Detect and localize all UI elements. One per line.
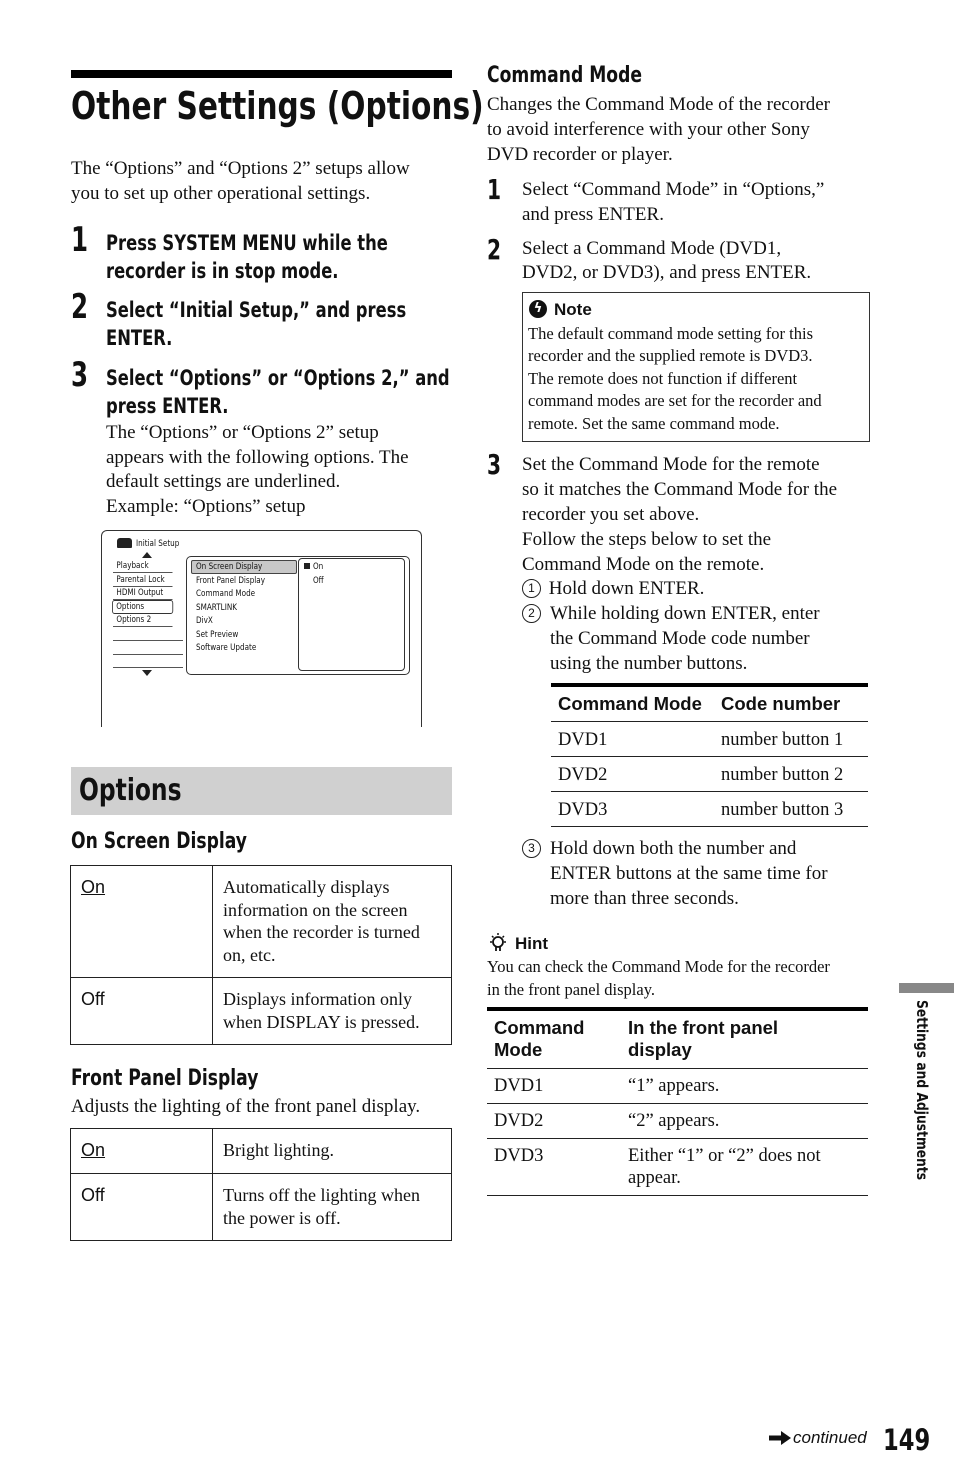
page-number: 149 [883,1423,931,1457]
screen-value-item: On [313,562,324,572]
continued-arrow-icon [769,1431,791,1445]
screen-left-item [113,628,183,641]
code-number-table [551,683,868,827]
cm-step-2-number: 2 [487,233,502,266]
front-panel-display-desc: Adjusts the lighting of the front panel display. [71,1096,421,1117]
screen-left-item: Options 2 [113,614,173,627]
screen-mid-item: SMARTLINK [196,603,237,613]
sub-step-2-text: While holding down ENTER, enter the Command Mode code number using the number buttons. [550,603,820,674]
front-panel-display-heading: Front Panel Display [71,1066,259,1091]
cm-step-3-text: Set the Command Mode for the remote so it matches the Command Mode for the recorder you set above. Follow the steps below to set the Command Mode on the remote. [522,454,838,575]
intro-text: The “Options” and “Options 2” setups allow you to set up other operational settings. [71,158,410,204]
option-description: Turns off the lighting when the power is off. [213,1174,452,1241]
on-screen-display-heading: On Screen Display [71,829,247,854]
note-text: The default command mode setting for this recorder and the supplied remote is DVD3. The remote does not function if different command modes are set for the recorder and remote. Set the same command mode. [528,324,822,433]
screen-mid-item: Command Mode [196,589,256,599]
option-label: On [81,877,106,897]
option-label: Off [81,989,105,1009]
hint-title: Hint [515,934,549,953]
screen-left-item [113,642,183,655]
option-description: Bright lighting. [213,1129,452,1174]
screen-mid-item: Set Preview [196,630,239,640]
screen-mid-item: Software Update [196,643,257,653]
command-mode-heading: Command Mode [487,63,642,88]
front-panel-mode-table [487,1007,868,1196]
circled-number-icon: 3 [522,839,541,858]
screen-value-item: Off [313,576,324,586]
step-3-body: The “Options” or “Options 2” setup appears with the following options. The default settings are underlined. Example: “Options” setup [106,422,409,517]
screen-mid-item: On Screen Display [196,562,263,572]
selected-square-icon [304,563,310,569]
section-side-label: Settings and Adjustments [913,1000,931,1181]
cm-step-1-text: Select “Command Mode” in “Options,” and press ENTER. [522,179,825,225]
table-row: DVD1 “1” appears. [487,1068,868,1103]
toolbox-icon [117,538,132,548]
continued-label: continued [793,1428,867,1447]
circled-number-icon: 2 [522,604,541,623]
table-row: DVD3 number button 3 [551,791,868,826]
step-3-text: Select “Options” or “Options 2,” and press ENTER. [106,366,450,418]
cm-step-3-number: 3 [487,448,502,481]
page-title: Other Settings (Options) [71,84,484,128]
cm-step-1-number: 1 [487,173,502,206]
option-description: Automatically displays information on the screen when the recorder is turned on, etc. [213,866,452,978]
screen-left-item: Parental Lock [113,574,173,587]
cm-step-2-text: Select a Command Mode (DVD1, DVD2, or DVD3), and press ENTER. [522,238,812,283]
circled-number-icon: 1 [522,579,541,598]
lightbulb-hint-icon [488,932,508,954]
table-row [71,1129,452,1174]
title-rule [71,70,452,78]
step-1-number: 1 [71,220,89,260]
step-1-text: Press SYSTEM MENU while the recorder is in stop mode. [106,231,388,283]
table-header-row: Command Mode In the front panel display [487,1009,868,1068]
note-title: Note [554,300,592,319]
table-row [71,1174,452,1241]
table-row: DVD2 number button 2 [551,756,868,791]
table-row: DVD3 Either “1” or “2” does not appear. [487,1138,868,1195]
screen-left-item-selected: Options [112,600,173,614]
note-icon: ϟ [529,300,547,318]
scroll-down-icon [142,670,152,676]
screen-value-panel [298,558,405,671]
table-header-row: Command Mode Code number [551,685,868,721]
front-panel-display-table [70,1128,452,1241]
table-row [71,978,452,1045]
screen-mid-item: DivX [196,616,213,626]
option-label: Off [81,1185,105,1205]
table-row [71,866,452,978]
sub-step-3-text: Hold down both the number and ENTER buttons at the same time for more than three seconds. [550,838,828,909]
step-2-number: 2 [71,287,89,327]
step-2-text: Select “Initial Setup,” and press ENTER. [106,298,407,350]
scroll-up-icon [142,552,152,558]
screen-left-item: Playback [113,560,173,573]
section-tab-marker [899,983,954,993]
sub-step-2 [522,601,541,626]
screen-mid-item: Front Panel Display [196,576,265,586]
options-heading: Options [79,773,182,808]
sub-step-1: 1 Hold down ENTER. [522,576,704,601]
screen-left-item [113,655,183,668]
command-mode-intro: Changes the Command Mode of the recorder to avoid interference with your other Sony DVD recorder or player. [487,94,830,165]
table-row: DVD2 “2” appears. [487,1103,868,1138]
on-screen-display-table [70,865,452,1045]
screen-left-item: HDMI Output [113,587,173,600]
option-label: On [81,1140,106,1160]
screen-header: Initial Setup [136,539,180,549]
option-description: Displays information only when DISPLAY is pressed. [213,978,452,1045]
hint-text: You can check the Command Mode for the recorder in the front panel display. [487,957,830,999]
sub-step-3 [522,836,541,861]
step-3-number: 3 [71,355,89,395]
table-row: DVD1 number button 1 [551,721,868,756]
